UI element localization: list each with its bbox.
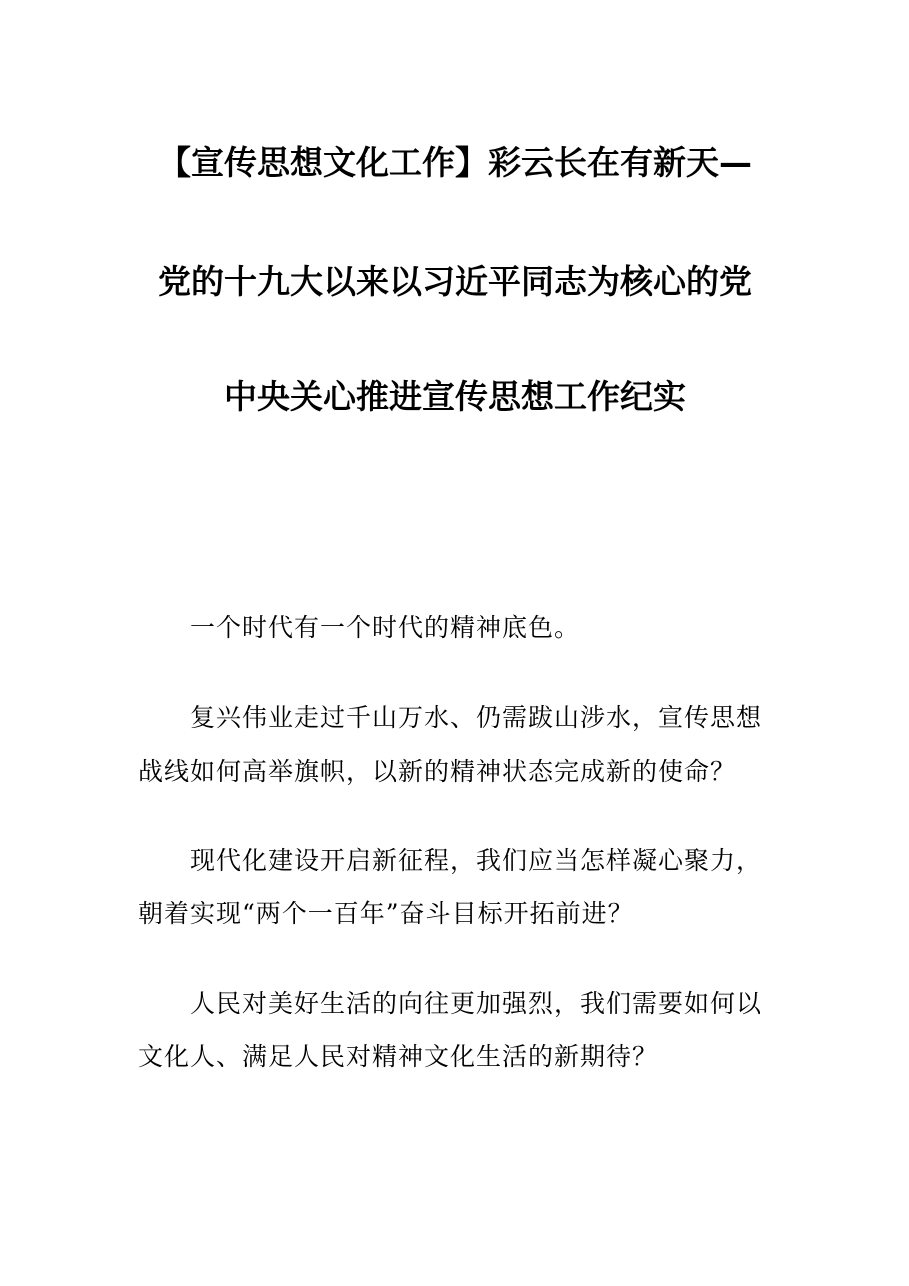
paragraph-2-line-2: 战线如何高举旗帜，以新的精神状态完成新的使命？: [138, 757, 737, 786]
paragraph-3-line-1: 现代化建设开启新征程，我们应当怎样凝心聚力，: [190, 846, 763, 875]
paragraph-4-line-1: 人民对美好生活的向往更加强烈，我们需要如何以: [190, 989, 763, 1018]
paragraph-1-line-1: 一个时代有一个时代的精神底色。: [190, 613, 581, 642]
paragraph-4-line-2: 文化人、满足人民对精神文化生活的新期待？: [138, 1042, 659, 1071]
document-title-line-3: 中央关心推进宣传思想工作纪实: [224, 377, 686, 416]
paragraph-2-line-1: 复兴伟业走过千山万水、仍需跋山涉水，宣传思想: [190, 703, 763, 732]
document-title-line-2: 党的十九大以来以习近平同志为核心的党: [158, 262, 752, 301]
document-title-line-1: 【宣传思想文化工作】彩云长在有新天—: [158, 143, 752, 182]
paragraph-3-line-2: 朝着实现“两个一百年”奋斗目标开拓前进？: [138, 899, 634, 928]
